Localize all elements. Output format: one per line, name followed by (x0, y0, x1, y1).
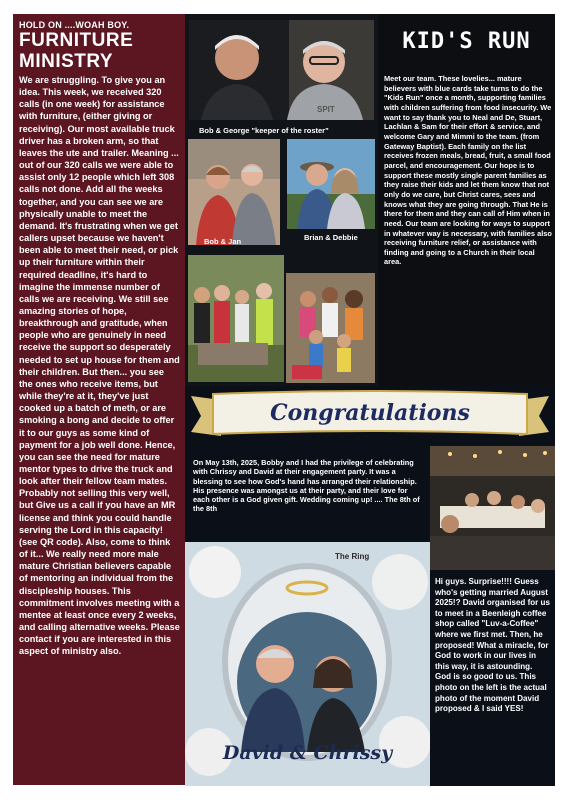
proposal-story: Hi guys. Surprise!!!! Guess who's getting married August 2025!? David organised for us to meet in a Beenleigh coffee shop called "Luv-a-Coffee" where we first met. Then, he proposed! What a miracle, for God to work in our lives in this way, it is astounding. God is so good to us. This photo on the left is the actual photo of the moment David proposed & I said YES! (430, 570, 555, 786)
photo-kids-group (188, 255, 284, 382)
couple-names: David & Chrissy (222, 742, 393, 764)
engagement-party-photo (430, 446, 555, 570)
furniture-kicker: HOLD ON ....WOAH BOY. (19, 20, 130, 30)
kids-run-panel (378, 14, 555, 386)
photo-bob-jan (188, 139, 280, 245)
proposal-photo (185, 542, 430, 786)
engagement-text: On May 13th, 2025, Bobby and I had the privilege of celebrating with Chrissy and David at their engagement party. It was a blessing to see how God's hand has arranged their relationship. His presence was amongst us at their party, and their love for each other is a God given gift. Wedding coming up! .... The 8th of the 8th (185, 446, 430, 542)
furniture-title-line2: MINISTRY (19, 51, 114, 72)
kids-run-title: KID'S RUN (402, 29, 531, 54)
caption-bob-jan: Bob & Jan (204, 237, 242, 246)
team-photo-collage (185, 14, 378, 386)
ring-label: The Ring (335, 552, 370, 561)
kids-run-body: Meet our team. These lovelies... mature believers with blue cards take turns to do the "Kids Run" once a month, supporting families with children suffering from food insecurity. We want to say thank you to Neal and De, Stuart, Lachlan & Sam for their effort & service, and welcome Gary and Mimmi to the team. (from Gateway Baptist). Each family on the list receives frozen meals, bread, fruit, a small food parcel, and encouragement. Our hope is to support these mostly single parent families as they raise their kids and let them know that not only do we care, but Christ cares, sees and knows what they are going through. That He is there for them and they can call of Him when in need. Our team are looking for ways to support in whatever way is necessary, with families also receiving furniture relief, or assistance with finding and going to a Church in their local area. (384, 74, 552, 267)
congratulations-text: Congratulations (270, 400, 470, 426)
shirt-text: SPIT (317, 105, 335, 114)
caption-bob-george: Bob & George "keeper of the roster" (199, 126, 329, 135)
photo-family (286, 273, 375, 383)
caption-brian-debbie: Brian & Debbie (304, 233, 358, 242)
photo-bob-george (189, 20, 374, 120)
furniture-ministry-panel (13, 14, 185, 785)
photo-brian-debbie (287, 139, 375, 229)
furniture-title-line1: FURNITURE (19, 30, 134, 51)
congratulations-banner (185, 386, 555, 446)
furniture-body: We are struggling. To give you an idea. This week, we received 320 calls (in one week) for assistance with furniture, (either giving or receiving). Our most available truck driver has a broken arm, so that leaves the ute and trailer. Meaning ... out of our 320 calls we were able to assist only 12 people which left 308 calls not done. Add all the weeks together, and you can see we are physically unable to meet the demand. It's frustrating when we get callers upset because we haven't been able to meet their need, or pick up their furniture within their required deadline, it's hard to imagine the immense number of calls we are receiving. We still see amazing stories of hope, breakthrough and gratitude, when people who are genuinely in need receive the support so desperately needed to set up house for them and their children. But then... you see the ones who receive items, but while they're at it, they've just cooked up a batch of meth, or are smoking a bong and decide to offer it to our guys as some kind of payment for a job well done. Hence, you can see the need for mature mentor types to drive the truck and look after their fellow team mates. Probably not selling this very well, but Give us a call if you have an MR license and think you could handle serving the Lord in this capacity! (see QR code). Also, come to think of it... We really need more male mature Christian believers capable of mentoring an individual from the discipleship houses. This commitment involves meeting with a mentee at least once every 2 weeks, and calling alternative weeks. Please contact if you are interested in this aspect of ministry also. (19, 75, 180, 657)
